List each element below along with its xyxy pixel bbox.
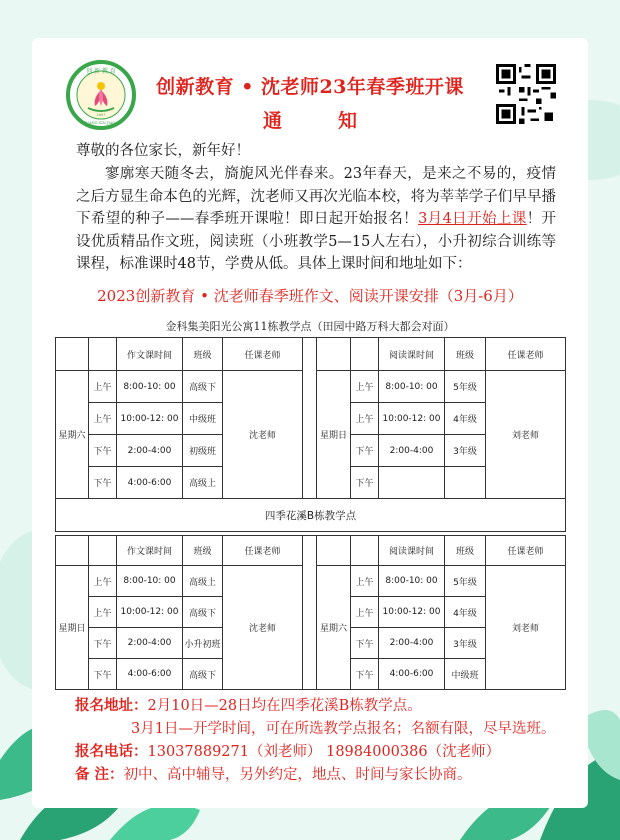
class-cell: 4年级	[445, 597, 486, 628]
registration-address-2	[75, 718, 595, 740]
teacher-cell: 沈老师	[223, 566, 303, 690]
logo-year: 2007	[96, 113, 106, 117]
time-cell: 8:00-10: 00	[379, 371, 445, 403]
header-empty	[89, 338, 117, 371]
teacher-cell: 沈老师	[223, 371, 303, 499]
header-writing-time: 作文课时间	[117, 338, 183, 371]
header-empty	[56, 536, 89, 566]
time-cell: 10:00-12: 00	[117, 597, 183, 628]
table-gap	[303, 536, 317, 690]
header-grade: 班级	[183, 536, 223, 566]
class-cell: 4年级	[445, 403, 486, 435]
period-cell: 上午	[89, 403, 117, 435]
header-teacher: 任课老师	[486, 536, 566, 566]
class-cell: 3年级	[445, 435, 486, 467]
phone-label: 报名电话：	[75, 743, 148, 760]
class-cell: 高级下	[183, 659, 223, 690]
day-cell: 星期六	[317, 566, 351, 690]
period-cell: 上午	[351, 371, 379, 403]
header-grade: 班级	[445, 338, 486, 371]
note-label: 备 注：	[75, 766, 124, 783]
period-cell: 上午	[89, 597, 117, 628]
time-cell: 10:00-12: 00	[379, 403, 445, 435]
time-cell: 8:00-10: 00	[117, 566, 183, 597]
schedule-title: 2023创新教育 • 沈老师春季班作文、阅读开课安排（3月-6月）	[97, 287, 523, 305]
phone-text: 13037889271（刘老师） 18984000386（沈老师）	[147, 744, 501, 760]
subtitle-char-right: 知	[338, 110, 358, 132]
class-cell: 3年级	[445, 628, 486, 659]
subtitle-char-left: 通	[262, 110, 282, 132]
class-cell	[445, 467, 486, 499]
time-cell: 10:00-12: 00	[117, 403, 183, 435]
header-grade: 班级	[183, 338, 223, 371]
notice-subtitle	[140, 106, 480, 133]
start-date-highlight: 3月4日开始上课	[418, 211, 527, 227]
header-empty	[89, 536, 117, 566]
header-writing-time: 作文课时间	[117, 536, 183, 566]
class-cell: 中级班	[445, 659, 486, 690]
letter-body	[76, 163, 556, 276]
header-reading-time: 阅读课时间	[379, 338, 445, 371]
time-cell: 4:00-6:00	[117, 467, 183, 499]
day-cell: 星期六	[56, 371, 89, 499]
qr-code	[496, 64, 556, 124]
header-teacher: 任课老师	[223, 536, 303, 566]
greeting: 尊敬的各位家长，新年好！	[76, 143, 250, 159]
period-cell: 下午	[351, 467, 379, 499]
header-empty	[56, 338, 89, 371]
class-cell: 高级上	[183, 566, 223, 597]
address-text-2: 3月1日—开学时间，可在所选教学点报名；名额有限，尽早选班。	[131, 721, 556, 737]
schedule-table-venue-2	[55, 535, 566, 690]
class-cell: 中级班	[183, 403, 223, 435]
period-cell: 下午	[89, 628, 117, 659]
class-cell: 初级班	[183, 435, 223, 467]
venue-1-label: 金科集美阳光公寓11栋教学点（田园中路万科大都会对面）	[165, 320, 455, 333]
header-empty	[317, 536, 351, 566]
schedule-table-venue-1	[55, 337, 566, 532]
header-teacher: 任课老师	[223, 338, 303, 371]
period-cell: 上午	[89, 371, 117, 403]
time-cell: 4:00-6:00	[117, 659, 183, 690]
class-cell: 高级下	[183, 597, 223, 628]
time-cell: 2:00-4:00	[117, 628, 183, 659]
period-cell: 下午	[351, 435, 379, 467]
header-empty	[351, 536, 379, 566]
period-cell: 下午	[89, 467, 117, 499]
time-cell	[379, 467, 445, 499]
period-cell: 下午	[351, 659, 379, 690]
time-cell: 8:00-10: 00	[379, 566, 445, 597]
time-cell: 10:00-12: 00	[379, 597, 445, 628]
address-text: 2月10日—28日均在四季花溪B栋教学点。	[147, 698, 422, 714]
time-cell: 2:00-4:00	[379, 435, 445, 467]
day-cell: 星期日	[56, 566, 89, 690]
letter-body-part1: 寥廓寒天随冬去，旖旎风光伴春来。23年春天，是来之不易的，疫情之后方显生命本色的光辉，沈老师又再次光临本校，将为莘莘学子们早早播下希望的种子——春季班开课啦！即日起开始报名！	[76, 166, 556, 227]
logo-bottom-text: CHUANG XIN JIAO YU	[80, 121, 122, 125]
venue-2-label: 四季花溪B栋教学点	[56, 499, 566, 532]
class-cell: 5年级	[445, 371, 486, 403]
header-empty	[351, 338, 379, 371]
period-cell: 上午	[351, 597, 379, 628]
class-cell: 5年级	[445, 566, 486, 597]
class-cell: 小升初班	[183, 628, 223, 659]
table-gap	[303, 338, 317, 499]
letter-body-part2: ！开设优质精品作文班，阅读班（小班教学5—15人左右），小升初综合训练等课程，标准课时48节，学费从低。具体上课时间和地址如下：	[76, 211, 557, 272]
period-cell: 下午	[351, 628, 379, 659]
time-cell: 2:00-4:00	[379, 628, 445, 659]
class-cell: 高级下	[183, 371, 223, 403]
logo-top-text: 创 新 教 育	[86, 68, 116, 75]
notice-title: 创新教育 • 沈老师23年春季班开课	[156, 76, 464, 98]
registration-phone	[75, 741, 595, 763]
header-reading-time: 阅读课时间	[379, 536, 445, 566]
header-empty	[317, 338, 351, 371]
note-text: 初中、高中辅导，另外约定，地点、时间与家长协商。	[123, 767, 472, 783]
period-cell: 下午	[89, 659, 117, 690]
registration-address	[75, 695, 595, 717]
period-cell: 上午	[351, 566, 379, 597]
class-cell: 高级上	[183, 467, 223, 499]
time-cell: 2:00-4:00	[117, 435, 183, 467]
period-cell: 下午	[89, 435, 117, 467]
time-cell: 8:00-10: 00	[117, 371, 183, 403]
teacher-cell: 刘老师	[486, 566, 566, 690]
day-cell: 星期日	[317, 371, 351, 499]
header-grade: 班级	[445, 536, 486, 566]
period-cell: 上午	[351, 403, 379, 435]
time-cell: 4:00-6:00	[379, 659, 445, 690]
registration-note	[75, 764, 595, 786]
period-cell: 上午	[89, 566, 117, 597]
address-label: 报名地址：	[75, 697, 148, 714]
header-teacher: 任课老师	[486, 338, 566, 371]
teacher-cell: 刘老师	[486, 371, 566, 499]
school-logo	[66, 60, 136, 130]
